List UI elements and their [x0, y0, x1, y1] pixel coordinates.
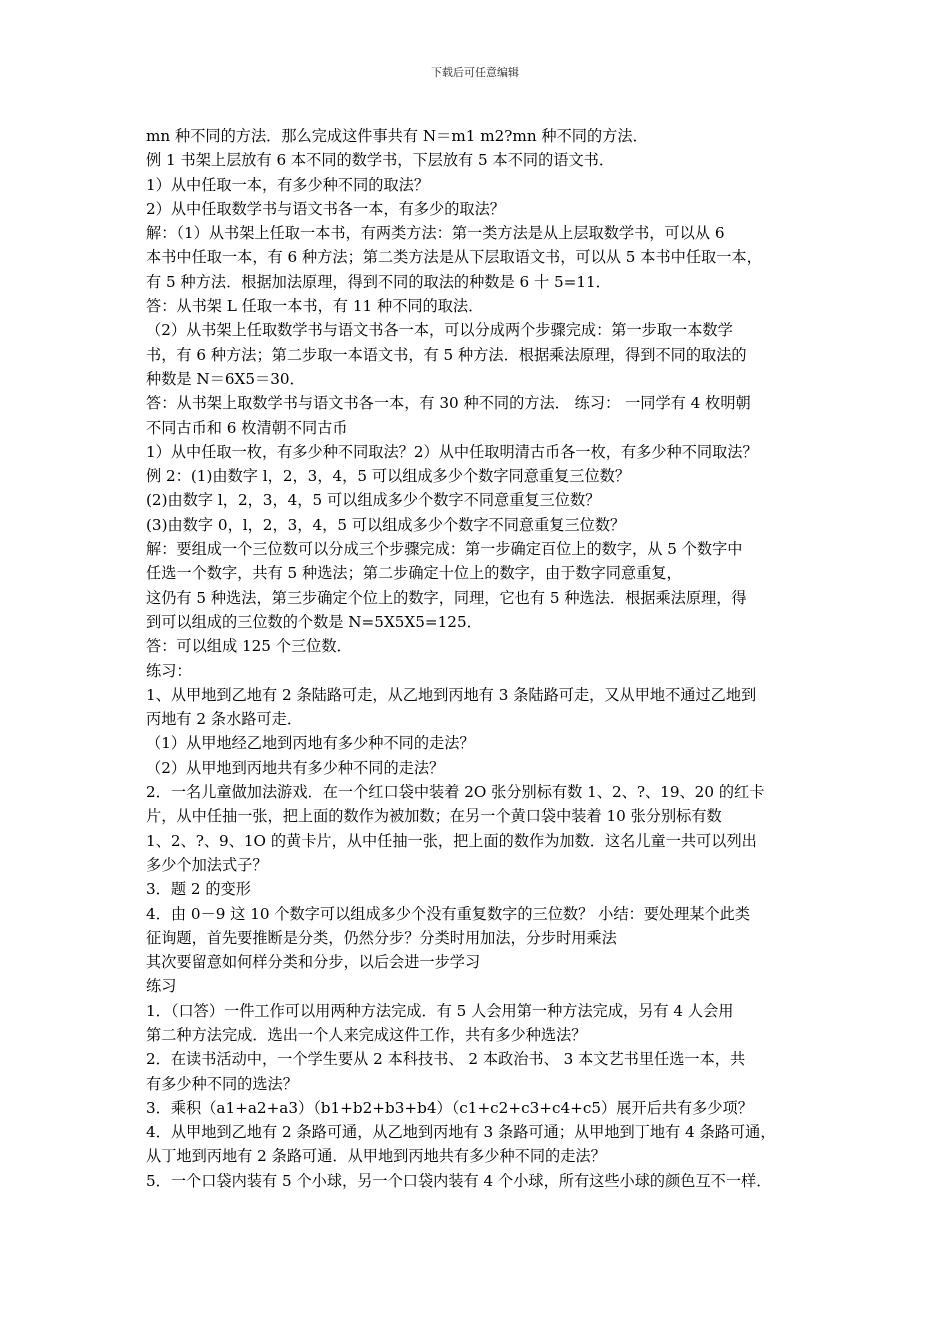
text-line: 任选一个数字，共有 5 种选法；第二步确定十位上的数字，由于数字同意重复，: [146, 564, 682, 583]
text-line: 1）从中任取一本，有多少种不同的取法？: [146, 175, 430, 194]
text-line: 答：从书架 L 任取一本书，有 11 种不同的取法．: [146, 297, 484, 316]
text-line: 2．一名儿童做加法游戏．在一个红口袋中装着 2O 张分别标有数 1、2、?、19、20 的红卡: [146, 783, 765, 802]
text-line: 种数是 N＝6X5＝30．: [146, 369, 305, 388]
text-line: 答：可以组成 125 个三位数．: [146, 637, 352, 656]
text-line: (2)由数字 l，2，3，4，5 可以组成多少个数字不同意重复三位数？: [146, 491, 601, 510]
text-line: 解：（1）从书架上任取一本书，有两类方法：第一类方法是从上层取数学书，可以从 6: [146, 224, 725, 243]
text-line: 4．由 0－9 这 10 个数字可以组成多少个没有重复数字的三位数？ 小结：要处理某个此类: [146, 904, 751, 923]
text-line: 这仍有 5 种选法，第三步确定个位上的数字，同理，它也有 5 种选法．根据乘法原理，得: [146, 588, 747, 607]
page-header: 下载后可任意编辑: [431, 66, 519, 79]
text-line: 练习：: [146, 661, 192, 680]
text-line: 4．从甲地到乙地有 2 条路可通，从乙地到丙地有 3 条路可通；从甲地到丁地有 4 条路可通，: [146, 1123, 776, 1142]
document-body: [146, 124, 818, 1193]
text-line: 例 2：(1)由数字 l，2，3，4，5 可以组成多少个数字同意重复三位数？: [146, 467, 631, 486]
text-line: 练习: [146, 977, 177, 996]
text-line: 书，有 6 种方法；第二步取一本语文书，有 5 种方法．根据乘法原理，得到不同的取法的: [146, 345, 747, 364]
text-line: (3)由数字 0，l，2，3，4，5 可以组成多少个数字不同意重复三位数？: [146, 515, 626, 534]
text-line: 2．在读书活动中，一个学生要从 2 本科技书、 2 本政治书、 3 本文艺书里任选一本，共: [146, 1050, 746, 1069]
text-line: 解：要组成一个三位数可以分成三个步骤完成：第一步确定百位上的数字，从 5 个数字中: [146, 540, 743, 559]
text-line: 例 1 书架上层放有 6 本不同的数学书，下层放有 5 本不同的语文书．: [146, 151, 615, 170]
text-line: （1）从甲地经乙地到丙地有多少种不同的走法？: [146, 734, 475, 753]
text-line: 本书中任取一本，有 6 种方法；第二类方法是从下层取语文书，可以从 5 本书中任取一本，: [146, 248, 762, 267]
text-line: 多少个加法式子？: [146, 855, 268, 874]
text-line: 到可以组成的三位数的个数是 N=5X5X5=125．: [146, 612, 482, 631]
text-line: 1、从甲地到乙地有 2 条陆路可走，从乙地到丙地有 3 条陆路可走，又从甲地不通过乙地到: [146, 685, 757, 704]
text-line: 不同古币和 6 枚清朝不同古币: [146, 418, 348, 437]
text-line: mn 种不同的方法．那么完成这件事共有 N＝m1 m2?mn 种不同的方法．: [146, 127, 648, 145]
text-line: 有 5 种方法．根据加法原理，得到不同的取法的种数是 6 十 5=11．: [146, 272, 611, 291]
text-line: 第二种方法完成．选出一个人来完成这件工作，共有多少种选法？: [146, 1025, 587, 1044]
text-line: 从丁地到丙地有 2 条路可通．从甲地到丙地共有多少种不同的走法？: [146, 1147, 606, 1166]
text-line: 1、2、?、9、1O 的黄卡片，从中任抽一张，把上面的数作为加数．这名儿童一共可以列出: [146, 831, 757, 850]
text-line: 3．题 2 的变形: [146, 880, 251, 899]
text-line: 答：从书架上取数学书与语文书各一本，有 30 种不同的方法． 练习： 一同学有 4 枚明朝: [146, 394, 751, 413]
text-line: 2）从中任取数学书与语文书各一本，有多少的取法？: [146, 199, 505, 218]
text-line: 片，从中任抽一张，把上面的数作为被加数；在另一个黄口袋中装着 10 张分别标有数: [146, 807, 722, 826]
text-line: 其次要留意如何样分类和分步，以后会进一步学习: [146, 953, 481, 972]
text-line: 1）从中任取一枚，有多少种不同取法？2）从中任取明清古币各一枚，有多少种不同取法？: [146, 442, 758, 461]
text-line: 5．一个口袋内装有 5 个小球，另一个口袋内装有 4 个小球，所有这些小球的颜色互不一样．: [146, 1171, 772, 1190]
text-line: 有多少种不同的选法？: [146, 1074, 298, 1093]
text-line: 丙地有 2 条水路可走．: [146, 710, 303, 729]
text-line: （2）从书架上任取数学书与语文书各一本，可以分成两个步骤完成：第一步取一本数学: [146, 321, 733, 340]
text-line: 1．（口答）一件工作可以用两种方法完成．有 5 人会用第一种方法完成，另有 4 人会用: [146, 1001, 734, 1020]
text-line: （2）从甲地到丙地共有多少种不同的走法？: [146, 758, 445, 777]
text-line: 3．乘积（a1+a2+a3）（b1+b2+b3+b4）（c1+c2+c3+c4+c5）展开后共有多少项？: [146, 1098, 753, 1117]
text-line: 征询题，首先要推断是分类，仍然分步？分类时用加法，分步时用乘法: [146, 928, 617, 947]
